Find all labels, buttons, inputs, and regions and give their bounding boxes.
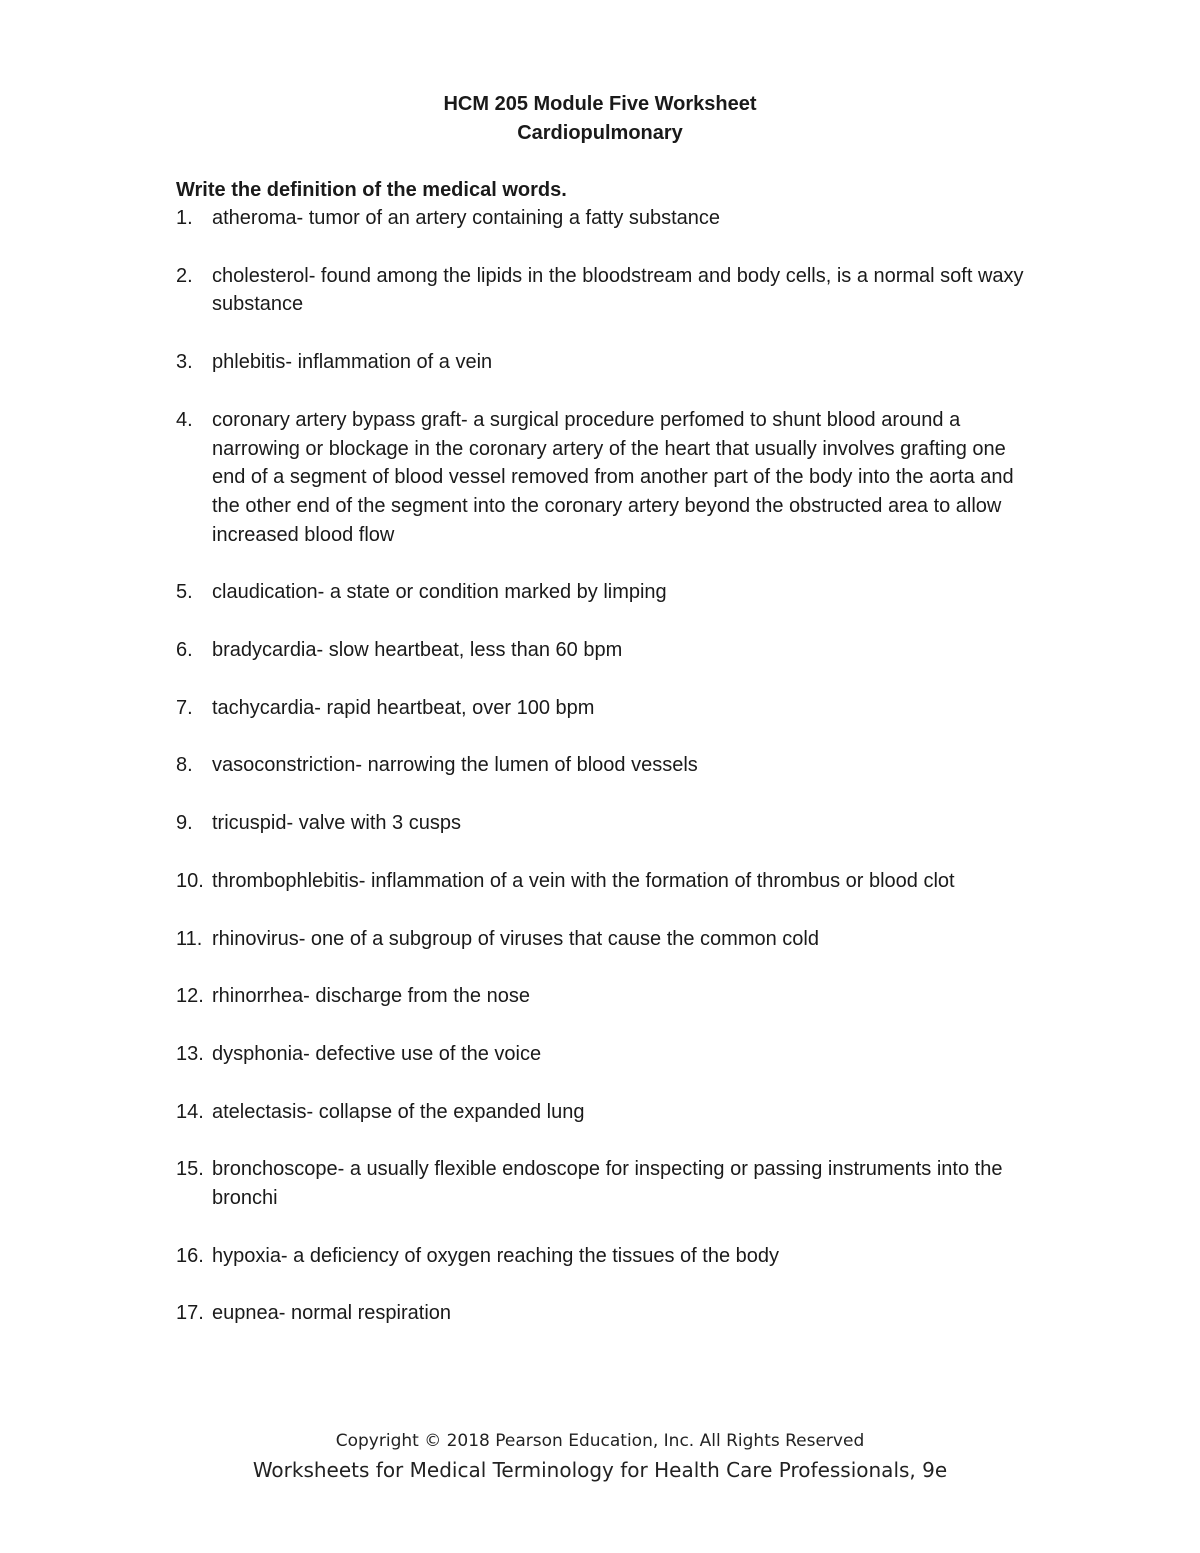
item-text: tricuspid- valve with 3 cusps	[212, 812, 461, 835]
list-item	[176, 348, 1026, 377]
list-item	[176, 809, 1026, 838]
item-text: tachycardia- rapid heartbeat, over 100 bpm	[212, 696, 595, 719]
item-number: 8.	[176, 754, 193, 777]
list-item	[176, 578, 1026, 607]
item-text: dysphonia- defective use of the voice	[212, 1042, 542, 1065]
item-text: vasoconstriction- narrowing the lumen of blood vessels	[212, 754, 698, 777]
footer-copyright: Copyright © 2018 Pearson Education, Inc. All Rights Reserved	[335, 1431, 865, 1451]
item-text: rhinovirus- one of a subgroup of viruses that cause the common cold	[212, 927, 819, 950]
item-text: bronchoscope- a usually flexible endoscope for inspecting or passing instruments into the bronchi	[212, 1158, 1003, 1210]
item-text: atheroma- tumor of an artery containing a fatty substance	[212, 207, 721, 229]
item-text: claudication- a state or condition marked by limping	[212, 581, 667, 604]
item-number: 12.	[176, 985, 204, 1008]
item-number: 2.	[176, 264, 193, 287]
item-number: 7.	[176, 696, 193, 719]
page-subtitle: Cardiopulmonary	[517, 122, 683, 144]
item-text: coronary artery bypass graft- a surgical procedure perfomed to shunt blood around a narrowing or blockage in the coronary artery of the heart that usually involves grafting one end of a segment of blood vessel removed from another part of the body into the aorta and the other end of the segment into the coronary artery beyond the obstructed area to allow increased blood flow	[212, 408, 1014, 546]
list-item	[176, 406, 1026, 550]
item-number: 14.	[176, 1100, 204, 1123]
item-number: 13.	[176, 1042, 204, 1065]
item-number: 3.	[176, 351, 193, 374]
footer-book-title: Worksheets for Medical Terminology for Health Care Professionals, 9e	[252, 1458, 948, 1482]
item-number: 9.	[176, 812, 193, 835]
list-item	[176, 636, 1026, 665]
definition-list	[176, 204, 1026, 1357]
list-item	[176, 925, 1026, 954]
item-number: 17.	[176, 1302, 204, 1325]
item-number: 1.	[176, 207, 193, 229]
item-text: rhinorrhea- discharge from the nose	[212, 985, 530, 1008]
item-text: hypoxia- a deficiency of oxygen reaching the tissues of the body	[212, 1244, 780, 1267]
item-text: eupnea- normal respiration	[212, 1302, 452, 1325]
list-item	[176, 982, 1026, 1011]
item-text: phlebitis- inflammation of a vein	[212, 351, 493, 374]
item-text: bradycardia- slow heartbeat, less than 60 bpm	[212, 639, 623, 662]
item-number: 16.	[176, 1244, 204, 1267]
item-number: 11.	[176, 927, 203, 950]
instruction-heading: Write the definition of the medical words.	[176, 179, 567, 201]
item-number: 5.	[176, 581, 193, 604]
item-number: 4.	[176, 408, 193, 431]
item-number: 10.	[176, 869, 204, 892]
list-item	[176, 1242, 1026, 1271]
item-number: 6.	[176, 639, 193, 662]
list-item	[176, 1155, 1026, 1212]
item-text: atelectasis- collapse of the expanded lung	[212, 1100, 585, 1123]
list-item	[176, 1299, 1026, 1328]
title-block	[0, 90, 1200, 148]
list-item	[176, 751, 1026, 780]
item-text: thrombophlebitis- inflammation of a vein with the formation of thrombus or blood clot	[212, 869, 955, 892]
item-text: cholesterol- found among the lipids in the bloodstream and body cells, is a normal soft waxy substance	[212, 264, 1024, 316]
list-item	[176, 1098, 1026, 1127]
list-item	[176, 262, 1026, 319]
list-item	[176, 867, 1026, 896]
item-number: 15.	[176, 1158, 204, 1181]
list-item	[176, 694, 1026, 723]
page-title: HCM 205 Module Five Worksheet	[443, 93, 757, 115]
list-item	[176, 1040, 1026, 1069]
list-item	[176, 204, 1026, 233]
